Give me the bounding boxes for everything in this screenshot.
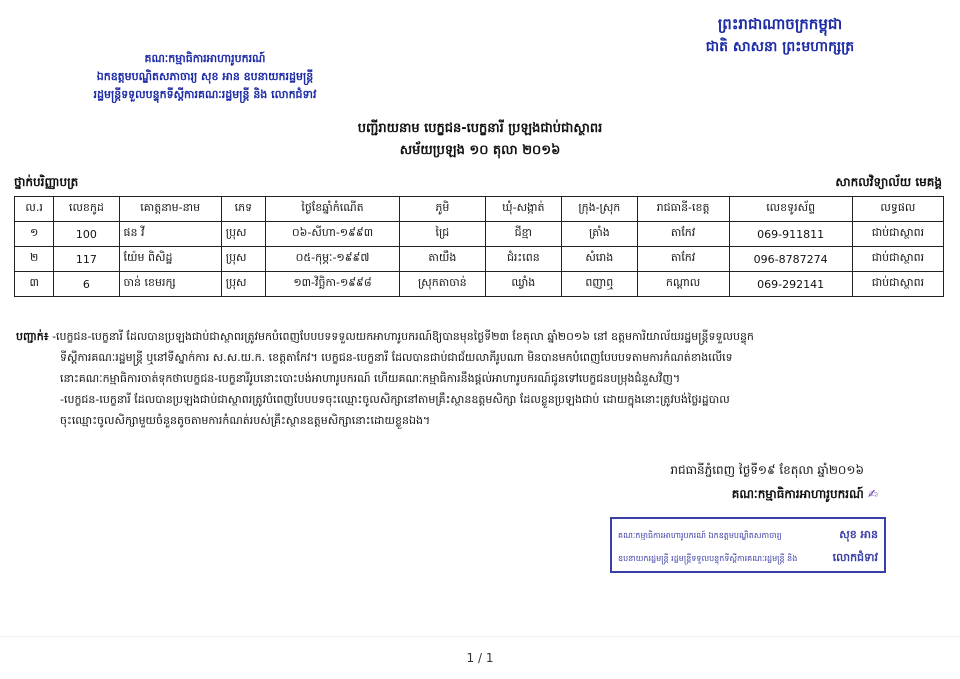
signature-mark-icon: ✍ (867, 487, 878, 501)
col-header-commune: ឃុំ-សង្កាត់ (485, 197, 561, 222)
col-header-dob: ថ្ងៃខែឆ្នាំកំណើត (265, 197, 399, 222)
cell-code: 117 (54, 247, 119, 272)
note-line (16, 326, 941, 347)
note-text: -បេក្ខជន-បេក្ខនារី ដែលបានប្រឡងជាប់ជាស្ថាពរត្រូវមកបំពេញបែបបទទទួលយកអាហារូបករណ៍ឱ្យបានមុនថ្ងៃទី២៣ ខែតុលា ឆ្នាំ២០១៦ នៅ ឧត្តមការិយាល័យរដ្ឋមន្ត្រីទទួលបន្ទុក (52, 330, 754, 343)
cell-commune: ជំរះពេន (485, 247, 561, 272)
cell-result: ជាប់ជាស្ថាពរ (852, 247, 943, 272)
cell-village: តាយឹង (400, 247, 486, 272)
note-line: -បេក្ខជន-បេក្ខនារី ដែលបានប្រឡងជាប់ជាស្ថាពរត្រូវបំពេញបែបបទចុះឈ្មោះចូលសិក្សានៅតាមគ្រឹះស្ថានឧត្តមសិក្សា ដែលខ្លួនប្រឡងជាប់ ដោយក្នុងនោះត្រូវបង់ថ្លៃរដ្ឋបាល (60, 393, 730, 406)
stamp-row (618, 547, 878, 570)
results-table (14, 196, 944, 297)
stamp-name: លោកជំទាវ (832, 551, 878, 564)
cell-phone: 096-8787274 (729, 247, 852, 272)
document-title (0, 118, 960, 162)
note-line: នោះគណៈកម្មាធិការចាត់ទុកថាបេក្ខជន-បេក្ខនារីរូបនោះបោះបង់អាហារូបករណ៍ ហើយគណៈកម្មាធិការនឹងផ្តល់អាហារូបករណ៍ជូនទៅបេក្ខជនបម្រុងជំនួសវិញ។ (60, 372, 681, 385)
cell-no: ៣ (15, 272, 54, 297)
cell-no: ២ (15, 247, 54, 272)
page-indicator: 1 / 1 (466, 651, 494, 665)
col-header-phone: លេខទូរស័ព្ទ (729, 197, 852, 222)
ministry-line: គណៈកម្មាធិការអាហារូបករណ៍ (144, 52, 266, 65)
notes-section (16, 326, 941, 431)
cell-sex: ប្រុស (221, 222, 265, 247)
cell-commune: ឈ្វាំង (485, 272, 561, 297)
stamp-text: គណៈកម្មាធិការអាហារូបករណ៍ ឯកឧត្តមបណ្ឌិតសភាចារ្យ (618, 531, 782, 540)
table-row (15, 247, 944, 272)
title-line2: សម័យប្រឡង ១០ តុលា ២០១៦ (399, 143, 561, 158)
cell-result: ជាប់ជាស្ថាពរ (852, 222, 943, 247)
col-header-district: ក្រុង-ស្រុក (561, 197, 637, 222)
degree-level-label: ថ្នាក់បរិញ្ញាបត្រ (14, 175, 79, 189)
cell-commune: ជីខ្មា (485, 222, 561, 247)
col-header-no: ល.រ (15, 197, 54, 222)
stamp-text: ឧបនាយករដ្ឋមន្ត្រី រដ្ឋមន្ត្រីទទួលបន្ទុកទីស្តីការគណៈរដ្ឋមន្ត្រី និង (618, 554, 798, 563)
official-stamp (610, 517, 886, 573)
kingdom-motto: ជាតិ សាសនា ព្រះមហាក្សត្រ (705, 39, 855, 55)
cell-result: ជាប់ជាស្ថាពរ (852, 272, 943, 297)
cell-sex: ប្រុស (221, 272, 265, 297)
cell-province: តាកែវ (637, 222, 729, 247)
cell-phone: 069-911811 (729, 222, 852, 247)
cell-name: ផន វី (119, 222, 221, 247)
cell-village: ជ្រៃ (400, 222, 486, 247)
table-header-row (15, 197, 944, 222)
col-header-code: លេខកូដ (54, 197, 119, 222)
committee-name: គណៈកម្មាធិការអាហារូបករណ៍ (731, 487, 864, 501)
stamp-row (618, 524, 878, 547)
col-header-sex: ភេទ (221, 197, 265, 222)
ministry-header (30, 50, 380, 104)
col-header-province: រាជធានី-ខេត្ត (637, 197, 729, 222)
table-row (15, 272, 944, 297)
cell-district: ត្រាំង (561, 222, 637, 247)
cell-name: យ៉ែម ពិសិដ្ឋ (119, 247, 221, 272)
cell-sex: ប្រុស (221, 247, 265, 272)
viewer-toolbar (0, 636, 960, 679)
university-label: សាកលវិទ្យាល័យ មេគង្គ (835, 175, 942, 189)
cell-no: ១ (15, 222, 54, 247)
cell-name: ចាន់ ខេមរក្ស (119, 272, 221, 297)
cell-district: ពញាឮ (561, 272, 637, 297)
cell-phone: 069-292141 (729, 272, 852, 297)
date-line: រាជធានីភ្នំពេញ ថ្ងៃទី១៩ ខែតុលា ឆ្នាំ២០១៦ (670, 463, 864, 477)
cell-village: ស្រុកតាចាន់ (400, 272, 486, 297)
col-header-name: គោត្តនាម-នាម (119, 197, 221, 222)
cell-dob: ១៣-វិច្ឆិកា-១៩៩៨ (265, 272, 399, 297)
note-line: ទីស្តីការគណៈរដ្ឋមន្ត្រី ឬនៅទីស្នាក់ការ ស.ស.យ.ក. ខេត្តតាកែវ។ បេក្ខជន-បេក្ខនារី ដែលបានជាប់ជាជ័យលាភីរូបណា មិនបានមកបំពេញបែបបទតាមការកំណត់ខាងលើទេ (60, 351, 733, 364)
cell-district: សំរោង (561, 247, 637, 272)
cell-province: តាកែវ (637, 247, 729, 272)
cell-dob: ០៥-កុម្ភៈ-១៩៩៧ (265, 247, 399, 272)
notes-label: បញ្ជាក់៖ (16, 330, 49, 343)
note-line: ចុះឈ្មោះចូលសិក្សាមួយចំនួនតូចតាមការកំណត់របស់គ្រឹះស្ថានឧត្តមសិក្សានោះដោយខ្លួនឯង។ (60, 414, 431, 427)
kingdom-header (670, 14, 890, 58)
cell-code: 6 (54, 272, 119, 297)
cell-code: 100 (54, 222, 119, 247)
cell-dob: ០៦-សីហា-១៩៩៣ (265, 222, 399, 247)
col-header-result: លទ្ធផល (852, 197, 943, 222)
ministry-line: រដ្ឋមន្ត្រីទទួលបន្ទុកទីស្តីការគណៈរដ្ឋមន្ត្រី និង លោកជំទាវ (93, 88, 317, 101)
cell-province: កណ្ដាល (637, 272, 729, 297)
kingdom-line1: ព្រះរាជាណាចក្រកម្ពុជា (717, 15, 843, 33)
stamp-name: សុខ អាន (839, 528, 878, 541)
signature-committee (732, 486, 878, 504)
col-header-village: ភូមិ (400, 197, 486, 222)
table-row (15, 222, 944, 247)
ministry-line: ឯកឧត្តមបណ្ឌិតសភាចារ្យ សុខ អាន ឧបនាយករដ្ឋមន្ត្រី (96, 70, 314, 83)
title-line1: បញ្ជីរាយនាម បេក្ខជន-បេក្ខនារី ប្រឡងជាប់ជាស្ថាពរ (357, 121, 603, 136)
